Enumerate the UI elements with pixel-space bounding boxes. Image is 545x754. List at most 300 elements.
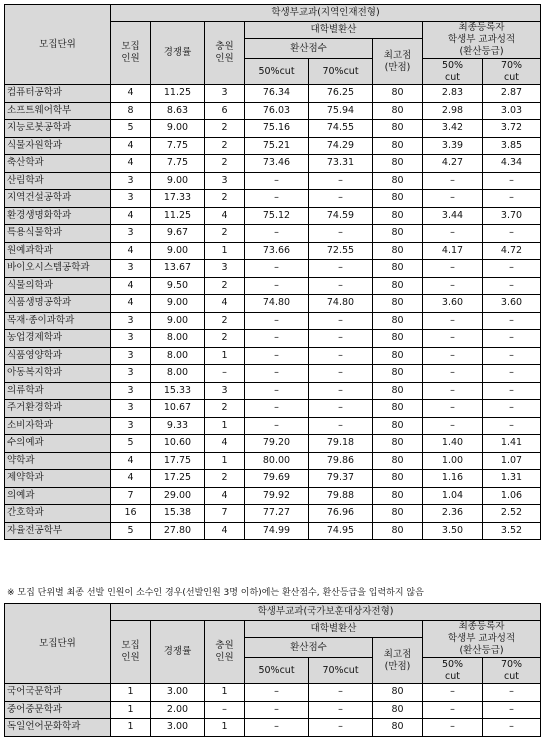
- additional-cell: 3: [205, 382, 245, 400]
- grade50-cell: –: [423, 400, 483, 418]
- competition-cell: 11.25: [151, 85, 205, 103]
- grade50-cell: –: [423, 225, 483, 243]
- competition-cell: 29.00: [151, 487, 205, 505]
- additional-cell: 1: [205, 242, 245, 260]
- competition-cell: 17.75: [151, 452, 205, 470]
- cut50-score-cell: 75.21: [245, 137, 309, 155]
- header-competition: 경쟁률: [151, 621, 205, 684]
- header-additional: 충원 인원: [205, 22, 245, 85]
- grade50-cell: –: [423, 330, 483, 348]
- cut50-score-cell: –: [245, 190, 309, 208]
- grade50-cell: –: [423, 347, 483, 365]
- unit-name-cell: 간호학과: [5, 505, 111, 523]
- header-competition: 경쟁률: [151, 22, 205, 85]
- grade70-cell: –: [483, 312, 541, 330]
- additional-cell: 3: [205, 85, 245, 103]
- max-score-cell: 80: [373, 137, 423, 155]
- grade50-cell: 4.17: [423, 242, 483, 260]
- table-row: [5, 295, 541, 313]
- cut50-score-cell: –: [245, 719, 309, 737]
- unit-name-cell: 농업경제학과: [5, 330, 111, 348]
- table-row: [5, 85, 541, 103]
- max-score-cell: 80: [373, 487, 423, 505]
- quota-cell: 3: [111, 225, 151, 243]
- grade70-cell: –: [483, 684, 541, 702]
- quota-cell: 4: [111, 452, 151, 470]
- max-score-cell: 80: [373, 701, 423, 719]
- table-row: [5, 207, 541, 225]
- unit-name-cell: 특용식물학과: [5, 225, 111, 243]
- grade70-cell: –: [483, 382, 541, 400]
- grade50-cell: 3.39: [423, 137, 483, 155]
- table-row: [5, 470, 541, 488]
- max-score-cell: 80: [373, 102, 423, 120]
- competition-cell: 13.67: [151, 260, 205, 278]
- header-final: 최종등록자 학생부 교과성적 (환산등급): [423, 22, 541, 59]
- grade70-cell: 1.31: [483, 470, 541, 488]
- quota-cell: 7: [111, 487, 151, 505]
- cut50-score-cell: –: [245, 417, 309, 435]
- cut50-score-cell: 80.00: [245, 452, 309, 470]
- unit-name-cell: 원예과학과: [5, 242, 111, 260]
- quota-cell: 3: [111, 365, 151, 383]
- max-score-cell: 80: [373, 295, 423, 313]
- cut70-score-cell: –: [309, 330, 373, 348]
- competition-cell: 9.00: [151, 295, 205, 313]
- competition-cell: 27.80: [151, 522, 205, 540]
- quota-cell: 3: [111, 312, 151, 330]
- quota-cell: 4: [111, 207, 151, 225]
- grade70-cell: –: [483, 400, 541, 418]
- header-grade50: 50% cut: [423, 658, 483, 684]
- additional-cell: 2: [205, 330, 245, 348]
- quota-cell: 1: [111, 719, 151, 737]
- cut50-score-cell: 74.99: [245, 522, 309, 540]
- table-row: [5, 382, 541, 400]
- quota-cell: 3: [111, 382, 151, 400]
- cut50-score-cell: 75.12: [245, 207, 309, 225]
- additional-cell: 3: [205, 172, 245, 190]
- quota-cell: 3: [111, 260, 151, 278]
- grade70-cell: 4.34: [483, 155, 541, 173]
- additional-cell: 4: [205, 522, 245, 540]
- additional-cell: 4: [205, 295, 245, 313]
- cut70-score-cell: 74.55: [309, 120, 373, 138]
- competition-cell: 8.00: [151, 347, 205, 365]
- additional-cell: 4: [205, 207, 245, 225]
- cut50-score-cell: –: [245, 382, 309, 400]
- additional-cell: 2: [205, 137, 245, 155]
- additional-cell: 7: [205, 505, 245, 523]
- table-row: [5, 330, 541, 348]
- grade70-cell: –: [483, 190, 541, 208]
- table-row: [5, 452, 541, 470]
- cut70-score-cell: –: [309, 260, 373, 278]
- cut70-score-cell: 76.25: [309, 85, 373, 103]
- grade50-cell: –: [423, 365, 483, 383]
- unit-name-cell: 의예과: [5, 487, 111, 505]
- header-quota: 모집 인원: [111, 22, 151, 85]
- header-final: 최종등록자 학생부 교과성적 (환산등급): [423, 621, 541, 658]
- grade70-cell: –: [483, 330, 541, 348]
- additional-cell: 3: [205, 260, 245, 278]
- unit-name-cell: 목재·종이과학과: [5, 312, 111, 330]
- cut50-score-cell: –: [245, 260, 309, 278]
- admission-table-veterans: [4, 603, 541, 737]
- cut50-score-cell: 76.34: [245, 85, 309, 103]
- header-grade50: 50% cut: [423, 59, 483, 85]
- cut70-score-cell: –: [309, 382, 373, 400]
- table-row: [5, 190, 541, 208]
- header-cut50: 50%cut: [245, 658, 309, 684]
- unit-name-cell: 바이오시스템공학과: [5, 260, 111, 278]
- grade70-cell: 3.72: [483, 120, 541, 138]
- grade50-cell: –: [423, 382, 483, 400]
- competition-cell: 9.00: [151, 312, 205, 330]
- max-score-cell: 80: [373, 435, 423, 453]
- additional-cell: 4: [205, 435, 245, 453]
- cut50-score-cell: –: [245, 277, 309, 295]
- cut50-score-cell: 79.20: [245, 435, 309, 453]
- grade70-cell: 1.06: [483, 487, 541, 505]
- max-score-cell: 80: [373, 155, 423, 173]
- max-score-cell: 80: [373, 719, 423, 737]
- additional-cell: 2: [205, 312, 245, 330]
- unit-name-cell: 환경생명화학과: [5, 207, 111, 225]
- max-score-cell: 80: [373, 277, 423, 295]
- quota-cell: 3: [111, 417, 151, 435]
- max-score-cell: 80: [373, 522, 423, 540]
- cut50-score-cell: –: [245, 365, 309, 383]
- max-score-cell: 80: [373, 190, 423, 208]
- quota-cell: 3: [111, 347, 151, 365]
- quota-cell: 4: [111, 277, 151, 295]
- header-additional: 충원 인원: [205, 621, 245, 684]
- grade50-cell: 3.42: [423, 120, 483, 138]
- grade70-cell: 3.70: [483, 207, 541, 225]
- unit-name-cell: 약학과: [5, 452, 111, 470]
- cut70-score-cell: 75.94: [309, 102, 373, 120]
- unit-name-cell: 주거환경학과: [5, 400, 111, 418]
- competition-cell: 9.00: [151, 172, 205, 190]
- grade70-cell: 1.41: [483, 435, 541, 453]
- header-quota: 모집 인원: [111, 621, 151, 684]
- table-row: [5, 522, 541, 540]
- competition-cell: 15.33: [151, 382, 205, 400]
- grade70-cell: 1.07: [483, 452, 541, 470]
- cut50-score-cell: –: [245, 330, 309, 348]
- table-row: [5, 277, 541, 295]
- grade50-cell: 2.83: [423, 85, 483, 103]
- competition-cell: 10.60: [151, 435, 205, 453]
- table-row: [5, 365, 541, 383]
- cut50-score-cell: 74.80: [245, 295, 309, 313]
- header-converted-score: 환산점수: [245, 638, 373, 658]
- cut50-score-cell: –: [245, 684, 309, 702]
- additional-cell: 2: [205, 400, 245, 418]
- cut50-score-cell: –: [245, 172, 309, 190]
- cut50-score-cell: 79.92: [245, 487, 309, 505]
- header-converted-score: 환산점수: [245, 39, 373, 59]
- competition-cell: 7.75: [151, 155, 205, 173]
- additional-cell: 1: [205, 684, 245, 702]
- cut70-score-cell: –: [309, 225, 373, 243]
- table-row: [5, 137, 541, 155]
- header-conversion: 대학별환산: [245, 621, 423, 638]
- header-cut70: 70%cut: [309, 658, 373, 684]
- additional-cell: 6: [205, 102, 245, 120]
- grade70-cell: –: [483, 225, 541, 243]
- grade70-cell: 2.87: [483, 85, 541, 103]
- grade50-cell: –: [423, 684, 483, 702]
- table-row: [5, 684, 541, 702]
- cut70-score-cell: 79.86: [309, 452, 373, 470]
- grade50-cell: 2.36: [423, 505, 483, 523]
- table-row: [5, 719, 541, 737]
- max-score-cell: 80: [373, 400, 423, 418]
- grade70-cell: 3.60: [483, 295, 541, 313]
- cut50-score-cell: 76.03: [245, 102, 309, 120]
- table-row: [5, 260, 541, 278]
- unit-name-cell: 중어중문학과: [5, 701, 111, 719]
- table-row: [5, 312, 541, 330]
- cut70-score-cell: 79.88: [309, 487, 373, 505]
- competition-cell: 8.63: [151, 102, 205, 120]
- unit-name-cell: 지역건설공학과: [5, 190, 111, 208]
- grade70-cell: –: [483, 701, 541, 719]
- additional-cell: 2: [205, 225, 245, 243]
- grade50-cell: –: [423, 260, 483, 278]
- table-row: [5, 417, 541, 435]
- header-grade70: 70% cut: [483, 658, 541, 684]
- cut70-score-cell: 74.80: [309, 295, 373, 313]
- quota-cell: 3: [111, 400, 151, 418]
- grade70-cell: –: [483, 365, 541, 383]
- quota-cell: 4: [111, 295, 151, 313]
- grade50-cell: –: [423, 172, 483, 190]
- additional-cell: 2: [205, 120, 245, 138]
- cut70-score-cell: 74.29: [309, 137, 373, 155]
- additional-cell: 1: [205, 719, 245, 737]
- cut50-score-cell: –: [245, 400, 309, 418]
- grade70-cell: –: [483, 719, 541, 737]
- quota-cell: 16: [111, 505, 151, 523]
- cut50-score-cell: 73.66: [245, 242, 309, 260]
- table-row: [5, 225, 541, 243]
- unit-name-cell: 제약학과: [5, 470, 111, 488]
- additional-cell: 1: [205, 347, 245, 365]
- grade50-cell: 3.44: [423, 207, 483, 225]
- competition-cell: 9.00: [151, 242, 205, 260]
- unit-name-cell: 자율전공학부: [5, 522, 111, 540]
- max-score-cell: 80: [373, 417, 423, 435]
- unit-name-cell: 산림학과: [5, 172, 111, 190]
- quota-cell: 8: [111, 102, 151, 120]
- grade50-cell: –: [423, 277, 483, 295]
- additional-cell: –: [205, 365, 245, 383]
- grade50-cell: 4.27: [423, 155, 483, 173]
- max-score-cell: 80: [373, 172, 423, 190]
- header-conversion: 대학별환산: [245, 22, 423, 39]
- grade70-cell: 4.72: [483, 242, 541, 260]
- unit-name-cell: 아동복지학과: [5, 365, 111, 383]
- cut50-score-cell: –: [245, 312, 309, 330]
- unit-name-cell: 수의예과: [5, 435, 111, 453]
- header-cut70: 70%cut: [309, 59, 373, 85]
- table-row: [5, 155, 541, 173]
- cut50-score-cell: 77.27: [245, 505, 309, 523]
- grade70-cell: 3.03: [483, 102, 541, 120]
- table-row: [5, 120, 541, 138]
- quota-cell: 4: [111, 155, 151, 173]
- max-score-cell: 80: [373, 225, 423, 243]
- additional-cell: 2: [205, 470, 245, 488]
- table-row: [5, 701, 541, 719]
- competition-cell: 9.33: [151, 417, 205, 435]
- grade70-cell: –: [483, 417, 541, 435]
- cut70-score-cell: 73.31: [309, 155, 373, 173]
- quota-cell: 5: [111, 522, 151, 540]
- table-row: [5, 347, 541, 365]
- table-row: [5, 505, 541, 523]
- cut70-score-cell: 74.59: [309, 207, 373, 225]
- max-score-cell: 80: [373, 330, 423, 348]
- max-score-cell: 80: [373, 505, 423, 523]
- header-unit: 모집단위: [5, 604, 111, 684]
- max-score-cell: 80: [373, 452, 423, 470]
- cut70-score-cell: 74.95: [309, 522, 373, 540]
- unit-name-cell: 식물의학과: [5, 277, 111, 295]
- max-score-cell: 80: [373, 365, 423, 383]
- table-row: [5, 172, 541, 190]
- header-max-score: 최고점 (만점): [373, 638, 423, 684]
- cut70-score-cell: –: [309, 701, 373, 719]
- unit-name-cell: 식물자원학과: [5, 137, 111, 155]
- cut70-score-cell: –: [309, 365, 373, 383]
- competition-cell: 3.00: [151, 684, 205, 702]
- quota-cell: 1: [111, 701, 151, 719]
- quota-cell: 5: [111, 435, 151, 453]
- additional-cell: 2: [205, 277, 245, 295]
- table-row: [5, 102, 541, 120]
- unit-name-cell: 컴퓨터공학과: [5, 85, 111, 103]
- header-unit: 모집단위: [5, 5, 111, 85]
- grade70-cell: 3.85: [483, 137, 541, 155]
- competition-cell: 7.75: [151, 137, 205, 155]
- grade70-cell: –: [483, 277, 541, 295]
- unit-name-cell: 축산학과: [5, 155, 111, 173]
- grade50-cell: 1.04: [423, 487, 483, 505]
- max-score-cell: 80: [373, 684, 423, 702]
- additional-cell: 2: [205, 190, 245, 208]
- grade50-cell: 2.98: [423, 102, 483, 120]
- competition-cell: 2.00: [151, 701, 205, 719]
- competition-cell: 8.00: [151, 365, 205, 383]
- cut70-score-cell: 72.55: [309, 242, 373, 260]
- max-score-cell: 80: [373, 242, 423, 260]
- competition-cell: 3.00: [151, 719, 205, 737]
- cut50-score-cell: –: [245, 347, 309, 365]
- competition-cell: 17.33: [151, 190, 205, 208]
- cut70-score-cell: 79.37: [309, 470, 373, 488]
- grade50-cell: –: [423, 719, 483, 737]
- max-score-cell: 80: [373, 312, 423, 330]
- grade70-cell: 2.52: [483, 505, 541, 523]
- unit-name-cell: 식품영양학과: [5, 347, 111, 365]
- cut50-score-cell: –: [245, 225, 309, 243]
- quota-cell: 5: [111, 120, 151, 138]
- max-score-cell: 80: [373, 207, 423, 225]
- grade70-cell: –: [483, 260, 541, 278]
- competition-cell: 9.00: [151, 120, 205, 138]
- competition-cell: 11.25: [151, 207, 205, 225]
- cut50-score-cell: 73.46: [245, 155, 309, 173]
- grade70-cell: –: [483, 347, 541, 365]
- cut50-score-cell: 75.16: [245, 120, 309, 138]
- table-row: [5, 400, 541, 418]
- max-score-cell: 80: [373, 347, 423, 365]
- unit-name-cell: 의류학과: [5, 382, 111, 400]
- competition-cell: 10.67: [151, 400, 205, 418]
- grade50-cell: –: [423, 417, 483, 435]
- grade50-cell: 1.40: [423, 435, 483, 453]
- cut70-score-cell: 79.18: [309, 435, 373, 453]
- grade70-cell: 3.52: [483, 522, 541, 540]
- quota-cell: 3: [111, 190, 151, 208]
- cut70-score-cell: 76.96: [309, 505, 373, 523]
- grade50-cell: 3.50: [423, 522, 483, 540]
- competition-cell: 9.67: [151, 225, 205, 243]
- table-row: [5, 487, 541, 505]
- admission-table-regional: [4, 4, 541, 540]
- max-score-cell: 80: [373, 260, 423, 278]
- quota-cell: 4: [111, 242, 151, 260]
- header-grade70: 70% cut: [483, 59, 541, 85]
- grade50-cell: 1.16: [423, 470, 483, 488]
- header-cut50: 50%cut: [245, 59, 309, 85]
- quota-cell: 4: [111, 137, 151, 155]
- max-score-cell: 80: [373, 120, 423, 138]
- header-max-score: 최고점 (만점): [373, 39, 423, 85]
- unit-name-cell: 소프트웨어학부: [5, 102, 111, 120]
- competition-cell: 8.00: [151, 330, 205, 348]
- cut70-score-cell: –: [309, 417, 373, 435]
- grade50-cell: 3.60: [423, 295, 483, 313]
- cut70-score-cell: –: [309, 312, 373, 330]
- cut50-score-cell: 79.69: [245, 470, 309, 488]
- max-score-cell: 80: [373, 470, 423, 488]
- additional-cell: 1: [205, 417, 245, 435]
- cut70-score-cell: –: [309, 172, 373, 190]
- additional-cell: 2: [205, 155, 245, 173]
- quota-cell: 3: [111, 172, 151, 190]
- unit-name-cell: 독일언어문화학과: [5, 719, 111, 737]
- additional-cell: 4: [205, 487, 245, 505]
- quota-cell: 1: [111, 684, 151, 702]
- cut70-score-cell: –: [309, 347, 373, 365]
- table-title: 학생부교과(지역인재전형): [111, 5, 541, 22]
- max-score-cell: 80: [373, 85, 423, 103]
- cut70-score-cell: –: [309, 719, 373, 737]
- cut70-score-cell: –: [309, 277, 373, 295]
- unit-name-cell: 지능로봇공학과: [5, 120, 111, 138]
- cut70-score-cell: –: [309, 684, 373, 702]
- max-score-cell: 80: [373, 382, 423, 400]
- grade50-cell: –: [423, 701, 483, 719]
- additional-cell: –: [205, 701, 245, 719]
- grade50-cell: –: [423, 190, 483, 208]
- unit-name-cell: 식품생명공학과: [5, 295, 111, 313]
